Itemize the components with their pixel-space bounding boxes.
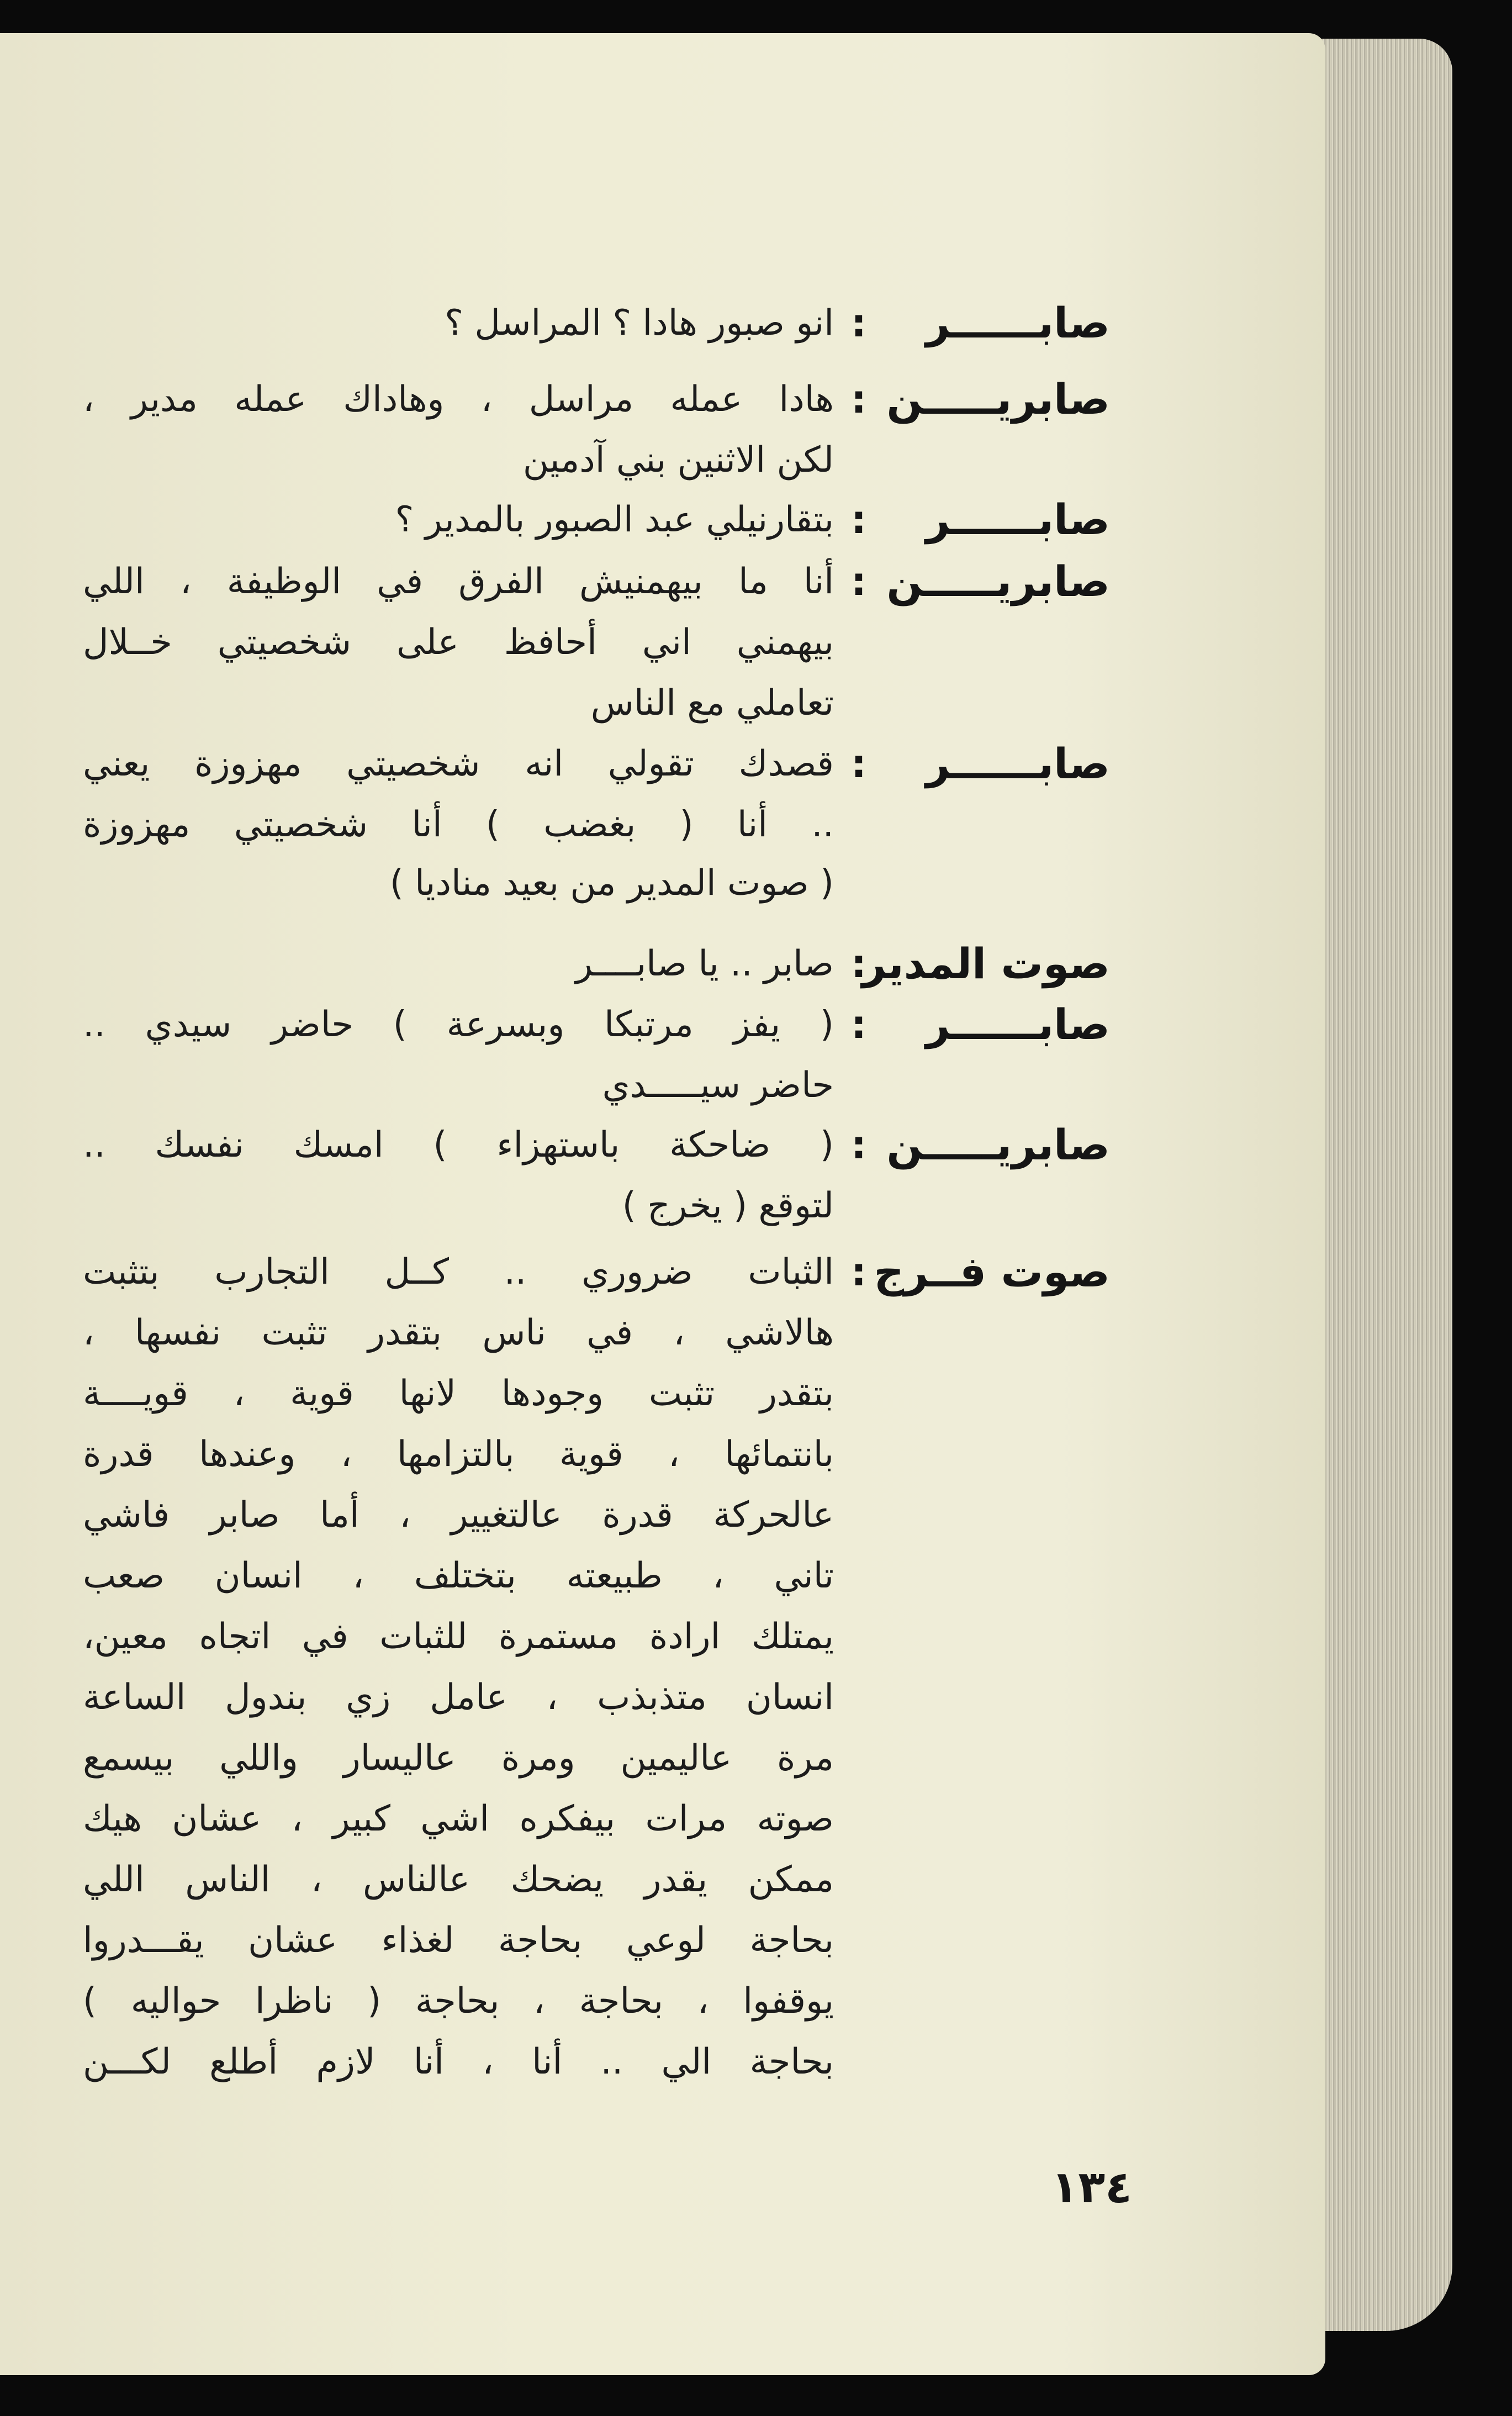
dialogue-text: بتقارنيلي عبد الصبور بالمدير ؟ xyxy=(395,499,834,540)
script-line xyxy=(83,430,1110,490)
dialogue-text: ( ضاحكة باستهزاء ) امسك نفسك .. xyxy=(83,1125,834,1165)
dialogue-text: ( يفز مرتبكا وبسرعة ) حاضر سيدي .. xyxy=(83,1004,834,1045)
speaker-colon: : xyxy=(851,559,866,604)
dialogue-text: بتقدر تثبت وجودها لانها قوية ، قويــــة xyxy=(83,1373,834,1414)
speaker-name: صوت فــرج xyxy=(874,1247,1110,1296)
dialogue-text: يوقفوا ، بحاجة ، بحاجة ( ناظرا حواليه ) xyxy=(83,1981,834,2022)
speaker-name: صابريـــــن xyxy=(886,1120,1110,1169)
page-number: ١٣٤ xyxy=(1051,2161,1132,2213)
dialogue-text: لتوقع ( يخرج ) xyxy=(622,1185,834,1226)
script-line xyxy=(83,369,1110,430)
script-line xyxy=(83,293,1110,354)
dialogue-text: لكن الاثنين بني آدمين xyxy=(522,440,834,481)
speaker-colon: : xyxy=(851,1002,866,1047)
dialogue-text: بحاجة لوعي بحاجة لغذاء عشان يقـــدروا xyxy=(83,1920,834,1961)
script-line xyxy=(83,1485,1110,1545)
dialogue-text: هالاشي ، في ناس بتقدر تثبت نفسها ، xyxy=(83,1312,834,1353)
script-line xyxy=(83,1363,1110,1424)
script-line xyxy=(83,794,1110,855)
script-line xyxy=(83,1545,1110,1606)
dialogue-text: عالحركة قدرة عالتغيير ، أما صابر فاشي xyxy=(83,1495,834,1536)
script-line xyxy=(83,994,1110,1055)
dialogue-text: حاضر سيـــــدي xyxy=(602,1065,834,1106)
dialogue-text: بحاجة الي .. أنا ، أنا لازم أطلع لكـــن xyxy=(83,2042,834,2082)
speaker-name: صابــــــر xyxy=(926,298,1110,347)
script-line xyxy=(83,853,1110,914)
dialogue-text: يمتلك ارادة مستمرة للثبات في اتجاه معين، xyxy=(83,1616,834,1657)
speaker-colon: : xyxy=(851,941,866,987)
dialogue-text: تعاملي مع الناس xyxy=(590,683,834,724)
dialogue-text: ممكن يقدر يضحك عالناس ، الناس اللي xyxy=(83,1859,834,1900)
speaker-colon: : xyxy=(851,377,866,422)
script-line xyxy=(83,612,1110,673)
script-line xyxy=(83,933,1110,994)
dialogue-text: ( صوت المدير من بعيد مناديا ) xyxy=(389,863,834,904)
script-line xyxy=(83,489,1110,550)
speaker-colon: : xyxy=(851,300,866,346)
speaker-name: صابريـــــن xyxy=(886,374,1110,424)
speaker-name: صابــــــر xyxy=(926,1000,1110,1049)
dialogue-text: .. أنا ( بغضب ) أنا شخصيتي مهزوزة xyxy=(83,804,834,845)
script-line xyxy=(83,1175,1110,1236)
dialogue-text: بيهمني اني أحافظ على شخصيتي خــلال xyxy=(83,622,834,663)
script-line xyxy=(83,2032,1110,2092)
script-line xyxy=(83,1971,1110,2032)
dialogue-text: بانتمائها ، قوية بالتزامها ، وعندها قدرة xyxy=(83,1434,834,1475)
script-line xyxy=(83,1606,1110,1667)
dialogue-text: هادا عمله مراسل ، وهاداك عمله مدير ، xyxy=(83,379,834,420)
dialogue-text: صوته مرات بيفكره اشي كبير ، عشان هيك xyxy=(83,1798,834,1839)
script-text-block xyxy=(83,33,1110,2298)
dialogue-text: أنا ما بيهمنيش الفرق في الوظيفة ، اللي xyxy=(83,561,834,602)
script-line xyxy=(83,1789,1110,1849)
script-line xyxy=(83,551,1110,612)
speaker-name: صوت المدير xyxy=(861,939,1110,988)
dialogue-text: مرة عاليمين ومرة عاليسار واللي بيسمع xyxy=(83,1738,834,1779)
script-line xyxy=(83,1424,1110,1485)
speaker-name: صابريـــــن xyxy=(886,557,1110,606)
speaker-name: صابــــــر xyxy=(926,739,1110,788)
dialogue-text: تاني ، طبيعته بتختلف ، انسان صعب xyxy=(83,1555,834,1596)
dialogue-text: قصدك تقولي انه شخصيتي مهزوزة يعني xyxy=(83,743,834,784)
script-line xyxy=(83,1667,1110,1728)
book-page xyxy=(0,33,1325,2375)
script-line xyxy=(83,1242,1110,1302)
dialogue-text: الثبات ضروري .. كــل التجارب بتثبت xyxy=(83,1252,834,1293)
dialogue-text: انسان متذبذب ، عامل زي بندول الساعة xyxy=(83,1677,834,1718)
script-line xyxy=(83,734,1110,794)
script-line xyxy=(83,1302,1110,1363)
speaker-name: صابــــــر xyxy=(926,495,1110,544)
script-line xyxy=(83,1910,1110,1971)
script-line xyxy=(83,1115,1110,1175)
speaker-colon: : xyxy=(851,497,866,542)
speaker-colon: : xyxy=(851,1249,866,1295)
script-line xyxy=(83,1055,1110,1116)
dialogue-text: انو صبور هادا ؟ المراسل ؟ xyxy=(445,303,834,344)
script-line xyxy=(83,1849,1110,1910)
speaker-colon: : xyxy=(851,741,866,787)
speaker-colon: : xyxy=(851,1122,866,1168)
script-line xyxy=(83,673,1110,734)
script-line xyxy=(83,1728,1110,1789)
dialogue-text: صابر .. يا صابــــر xyxy=(575,943,834,984)
